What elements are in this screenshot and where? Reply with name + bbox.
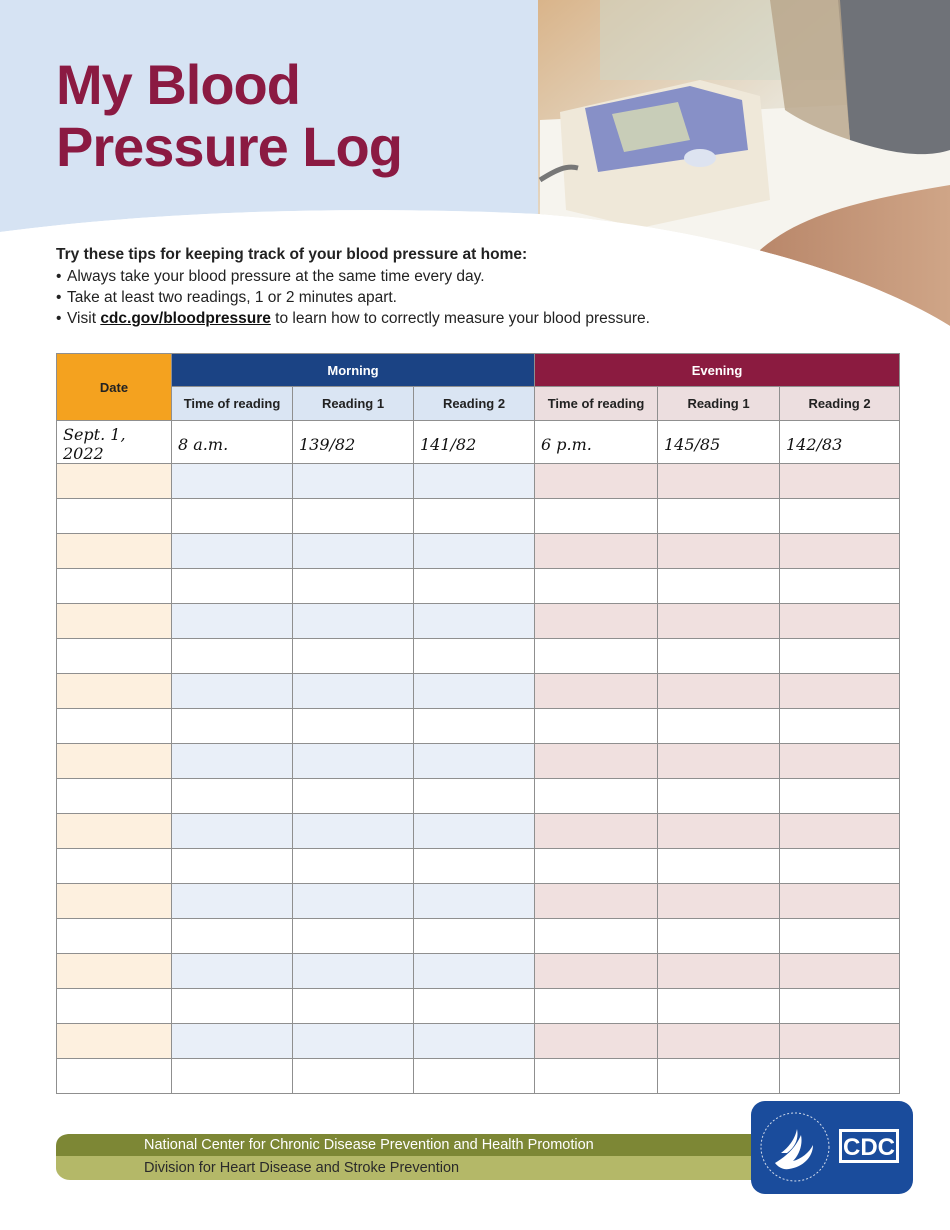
example-evening-time-cell[interactable]: 6 p.m.	[535, 421, 658, 464]
date-cell[interactable]	[57, 989, 172, 1024]
morning-reading1-cell[interactable]	[293, 464, 414, 499]
evening-time-cell[interactable]	[535, 1024, 658, 1059]
evening-reading2-cell[interactable]	[780, 989, 900, 1024]
evening-reading2-cell[interactable]	[780, 919, 900, 954]
date-cell[interactable]	[57, 569, 172, 604]
evening-time-cell[interactable]	[535, 744, 658, 779]
evening-time-cell[interactable]	[535, 639, 658, 674]
morning-time-cell[interactable]	[172, 1059, 293, 1094]
evening-reading1-cell[interactable]	[658, 989, 780, 1024]
evening-reading2-cell[interactable]	[780, 569, 900, 604]
hhs-cdc-logo	[751, 1101, 913, 1194]
morning-reading1-cell[interactable]	[293, 604, 414, 639]
morning-reading2-cell[interactable]	[414, 989, 535, 1024]
table-row	[57, 1059, 900, 1094]
evening-reading1-cell[interactable]	[658, 849, 780, 884]
date-cell[interactable]	[57, 674, 172, 709]
date-cell[interactable]	[57, 814, 172, 849]
morning-reading2-cell[interactable]	[414, 1024, 535, 1059]
morning-reading1-cell[interactable]	[293, 919, 414, 954]
date-cell[interactable]	[57, 919, 172, 954]
evening-time-cell[interactable]	[535, 779, 658, 814]
morning-reading1-cell[interactable]	[293, 849, 414, 884]
table-row	[57, 569, 900, 604]
evening-time-header: Time of reading	[535, 387, 658, 421]
tip-visit-prefix: Visit	[67, 310, 101, 327]
evening-reading1-cell[interactable]	[658, 464, 780, 499]
date-cell[interactable]	[57, 464, 172, 499]
evening-reading1-cell[interactable]	[658, 499, 780, 534]
morning-reading1-cell[interactable]	[293, 674, 414, 709]
date-cell[interactable]	[57, 499, 172, 534]
title-line-2: Pressure Log	[56, 115, 402, 178]
date-cell[interactable]	[57, 534, 172, 569]
morning-reading2-cell[interactable]	[414, 534, 535, 569]
table-row	[57, 709, 900, 744]
evening-reading2-cell[interactable]	[780, 814, 900, 849]
evening-reading2-cell[interactable]	[780, 779, 900, 814]
morning-reading1-cell[interactable]	[293, 499, 414, 534]
evening-time-cell[interactable]	[535, 499, 658, 534]
evening-reading2-cell[interactable]	[780, 604, 900, 639]
morning-time-cell[interactable]	[172, 534, 293, 569]
morning-reading1-cell[interactable]	[293, 744, 414, 779]
cdc-logo-text: CDC	[843, 1134, 895, 1161]
example-morning-reading1-cell[interactable]: 139/82	[293, 421, 414, 464]
footer-division-name: Division for Heart Disease and Stroke Prevention	[144, 1160, 460, 1176]
morning-time-cell[interactable]	[172, 1024, 293, 1059]
table-row	[57, 884, 900, 919]
cdc-bloodpressure-link[interactable]: cdc.gov/bloodpressure	[100, 310, 271, 327]
date-column-header: Date	[57, 354, 172, 421]
morning-reading1-cell[interactable]	[293, 569, 414, 604]
morning-reading2-cell[interactable]	[414, 604, 535, 639]
morning-time-cell[interactable]	[172, 779, 293, 814]
evening-time-cell[interactable]	[535, 464, 658, 499]
morning-reading1-cell[interactable]	[293, 534, 414, 569]
evening-reading2-cell[interactable]	[780, 1024, 900, 1059]
morning-reading2-cell[interactable]	[414, 954, 535, 989]
page-title	[56, 54, 402, 178]
table-row	[57, 639, 900, 674]
table-row	[57, 1024, 900, 1059]
evening-header: Evening	[535, 354, 900, 387]
date-cell[interactable]	[57, 1059, 172, 1094]
evening-reading2-cell[interactable]	[780, 709, 900, 744]
table-row	[57, 779, 900, 814]
morning-reading1-cell[interactable]	[293, 779, 414, 814]
table-row	[57, 674, 900, 709]
morning-time-cell[interactable]	[172, 674, 293, 709]
morning-reading1-cell[interactable]	[293, 1024, 414, 1059]
table-row	[57, 604, 900, 639]
evening-time-cell[interactable]	[535, 1059, 658, 1094]
blood-pressure-log-table	[56, 353, 900, 1094]
title-line-1: My Blood	[56, 53, 300, 116]
evening-reading1-cell[interactable]	[658, 569, 780, 604]
date-cell[interactable]	[57, 709, 172, 744]
evening-time-cell[interactable]	[535, 814, 658, 849]
evening-time-cell[interactable]	[535, 989, 658, 1024]
evening-time-cell[interactable]	[535, 604, 658, 639]
morning-time-cell[interactable]	[172, 919, 293, 954]
morning-reading1-cell[interactable]	[293, 1059, 414, 1094]
evening-reading1-cell[interactable]	[658, 534, 780, 569]
date-cell[interactable]	[57, 954, 172, 989]
morning-reading2-cell[interactable]	[414, 919, 535, 954]
example-morning-reading2-cell[interactable]: 141/82	[414, 421, 535, 464]
morning-reading2-cell[interactable]	[414, 1059, 535, 1094]
morning-reading1-cell[interactable]	[293, 639, 414, 674]
morning-time-cell[interactable]	[172, 499, 293, 534]
date-cell[interactable]	[57, 744, 172, 779]
evening-reading2-cell[interactable]	[780, 849, 900, 884]
evening-reading2-cell[interactable]	[780, 499, 900, 534]
morning-time-cell[interactable]	[172, 884, 293, 919]
morning-reading1-cell[interactable]	[293, 814, 414, 849]
evening-time-cell[interactable]	[535, 534, 658, 569]
evening-reading1-cell[interactable]	[658, 954, 780, 989]
date-cell[interactable]	[57, 604, 172, 639]
tip-visit-suffix: to learn how to correctly measure your blood pressure.	[270, 310, 650, 327]
date-cell[interactable]	[57, 639, 172, 674]
evening-time-cell[interactable]	[535, 954, 658, 989]
table-row	[57, 499, 900, 534]
tip-item: • Always take your blood pressure at the same time every day.	[56, 266, 756, 287]
example-evening-reading2-cell[interactable]: 142/83	[780, 421, 900, 464]
date-cell[interactable]	[57, 779, 172, 814]
morning-reading2-cell[interactable]	[414, 639, 535, 674]
table-row	[57, 744, 900, 779]
tip-item: • Take at least two readings, 1 or 2 minutes apart.	[56, 287, 756, 308]
morning-reading1-header: Reading 1	[293, 387, 414, 421]
morning-reading2-header: Reading 2	[414, 387, 535, 421]
tips-list	[56, 266, 756, 329]
evening-reading2-cell[interactable]	[780, 639, 900, 674]
evening-reading1-cell[interactable]	[658, 779, 780, 814]
evening-time-cell[interactable]	[535, 849, 658, 884]
evening-reading1-cell[interactable]	[658, 674, 780, 709]
date-cell[interactable]	[57, 849, 172, 884]
evening-reading1-cell[interactable]	[658, 884, 780, 919]
morning-reading2-cell[interactable]	[414, 884, 535, 919]
evening-reading1-cell[interactable]	[658, 1024, 780, 1059]
morning-reading2-cell[interactable]	[414, 744, 535, 779]
morning-reading2-cell[interactable]	[414, 464, 535, 499]
morning-time-cell[interactable]	[172, 639, 293, 674]
morning-reading1-cell[interactable]	[293, 884, 414, 919]
morning-time-cell[interactable]	[172, 464, 293, 499]
morning-time-cell[interactable]	[172, 569, 293, 604]
evening-reading2-cell[interactable]	[780, 884, 900, 919]
evening-reading2-cell[interactable]	[780, 534, 900, 569]
evening-reading2-cell[interactable]	[780, 674, 900, 709]
morning-time-cell[interactable]	[172, 709, 293, 744]
evening-reading2-cell[interactable]	[780, 744, 900, 779]
tips-heading: Try these tips for keeping track of your blood pressure at home:	[56, 246, 528, 263]
evening-reading1-cell[interactable]	[658, 639, 780, 674]
morning-reading2-cell[interactable]	[414, 709, 535, 744]
morning-time-cell[interactable]	[172, 849, 293, 884]
table-row-example	[57, 421, 900, 464]
evening-reading1-cell[interactable]	[658, 709, 780, 744]
table-row	[57, 919, 900, 954]
table-row	[57, 534, 900, 569]
morning-reading2-cell[interactable]	[414, 849, 535, 884]
evening-reading2-header: Reading 2	[780, 387, 900, 421]
tips-section	[56, 244, 756, 329]
morning-time-cell[interactable]	[172, 954, 293, 989]
morning-time-cell[interactable]	[172, 814, 293, 849]
table-row	[57, 954, 900, 989]
evening-time-cell[interactable]	[535, 884, 658, 919]
morning-time-cell[interactable]	[172, 989, 293, 1024]
evening-time-cell[interactable]	[535, 709, 658, 744]
table-row	[57, 989, 900, 1024]
evening-reading1-cell[interactable]	[658, 919, 780, 954]
evening-reading2-cell[interactable]	[780, 1059, 900, 1094]
evening-reading1-cell[interactable]	[658, 604, 780, 639]
tip-item	[56, 308, 756, 329]
morning-reading1-cell[interactable]	[293, 989, 414, 1024]
table-row	[57, 464, 900, 499]
morning-reading2-cell[interactable]	[414, 569, 535, 604]
morning-reading1-cell[interactable]	[293, 709, 414, 744]
table-row	[57, 849, 900, 884]
evening-reading2-cell[interactable]	[780, 464, 900, 499]
evening-time-cell[interactable]	[535, 674, 658, 709]
morning-time-cell[interactable]	[172, 604, 293, 639]
evening-time-cell[interactable]	[535, 919, 658, 954]
footer-center-name: National Center for Chronic Disease Prevention and Health Promotion	[144, 1137, 594, 1153]
morning-time-cell[interactable]	[172, 744, 293, 779]
example-morning-time-cell[interactable]: 8 a.m.	[172, 421, 293, 464]
table-row	[57, 814, 900, 849]
morning-reading2-cell[interactable]	[414, 674, 535, 709]
evening-reading1-cell[interactable]	[658, 814, 780, 849]
morning-reading2-cell[interactable]	[414, 814, 535, 849]
morning-reading2-cell[interactable]	[414, 779, 535, 814]
evening-reading1-cell[interactable]	[658, 1059, 780, 1094]
evening-reading2-cell[interactable]	[780, 954, 900, 989]
evening-reading1-header: Reading 1	[658, 387, 780, 421]
morning-header: Morning	[172, 354, 535, 387]
morning-reading1-cell[interactable]	[293, 954, 414, 989]
date-cell[interactable]	[57, 884, 172, 919]
example-date-cell[interactable]: Sept. 1, 2022	[57, 421, 172, 464]
evening-reading1-cell[interactable]	[658, 744, 780, 779]
morning-time-header: Time of reading	[172, 387, 293, 421]
example-evening-reading1-cell[interactable]: 145/85	[658, 421, 780, 464]
evening-time-cell[interactable]	[535, 569, 658, 604]
morning-reading2-cell[interactable]	[414, 499, 535, 534]
date-cell[interactable]	[57, 1024, 172, 1059]
